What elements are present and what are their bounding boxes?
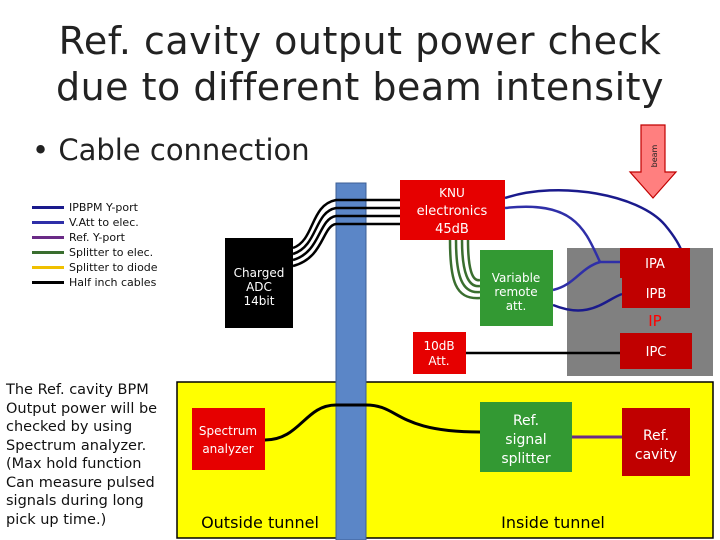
legend-label: Splitter to diode — [69, 261, 158, 274]
knu-line-1: KNU — [439, 186, 465, 200]
title-line-1: Ref. cavity output power check — [58, 19, 662, 63]
title-line-2: due to different beam intensity — [55, 65, 665, 109]
legend-label: IPBPM Y-port — [69, 201, 138, 214]
cable-knu-variable-att — [468, 240, 480, 280]
att10-line-2: Att. — [428, 354, 450, 368]
cavity-line-2: cavity — [634, 447, 678, 463]
adc-line-3: 14bit — [243, 294, 275, 308]
spectrum-line-1: Spectrum — [198, 424, 258, 438]
legend-label: V.Att to elec. — [69, 216, 139, 229]
variable-att-line-2: remote — [494, 285, 538, 299]
splitter-line-1: Ref. — [512, 413, 540, 429]
note-text: The Ref. cavity BPM Output power will be checked by using Spectrum analyzer. (Max hold function Can measure pulsed signals during long pick up time.) — [6, 382, 158, 528]
variable-att-line-1: Variable — [491, 271, 541, 285]
adc-line-1: Charged — [233, 266, 285, 280]
legend-label: Ref. Y-port — [69, 231, 125, 244]
bullet-cable-connection: • Cable connection — [32, 133, 310, 167]
outside-tunnel-label: Outside tunnel — [201, 513, 319, 532]
att10-line-1: 10dB — [423, 339, 455, 353]
ipa-label: IPA — [645, 257, 665, 272]
splitter-line-2: signal — [505, 432, 547, 448]
ipb-label: IPB — [645, 287, 667, 302]
adc-line-2: ADC — [246, 280, 272, 294]
variable-att-line-3: att. — [505, 299, 527, 313]
ip-label: IP — [648, 312, 662, 330]
legend-label: Half inch cables — [69, 276, 157, 289]
ipc-label: IPC — [645, 345, 667, 360]
legend-label: Splitter to elec. — [69, 246, 154, 259]
inside-tunnel-label: Inside tunnel — [501, 513, 605, 532]
knu-line-2: electronics — [416, 204, 488, 219]
cavity-line-1: Ref. — [642, 428, 670, 444]
spectrum-line-2: analyzer — [202, 442, 254, 456]
beam-label: beam — [650, 144, 659, 168]
knu-line-3: 45dB — [435, 222, 469, 237]
tunnel-wall-pillar — [336, 183, 366, 540]
spectrum-analyzer-block — [192, 408, 265, 470]
splitter-line-3: splitter — [501, 451, 551, 467]
